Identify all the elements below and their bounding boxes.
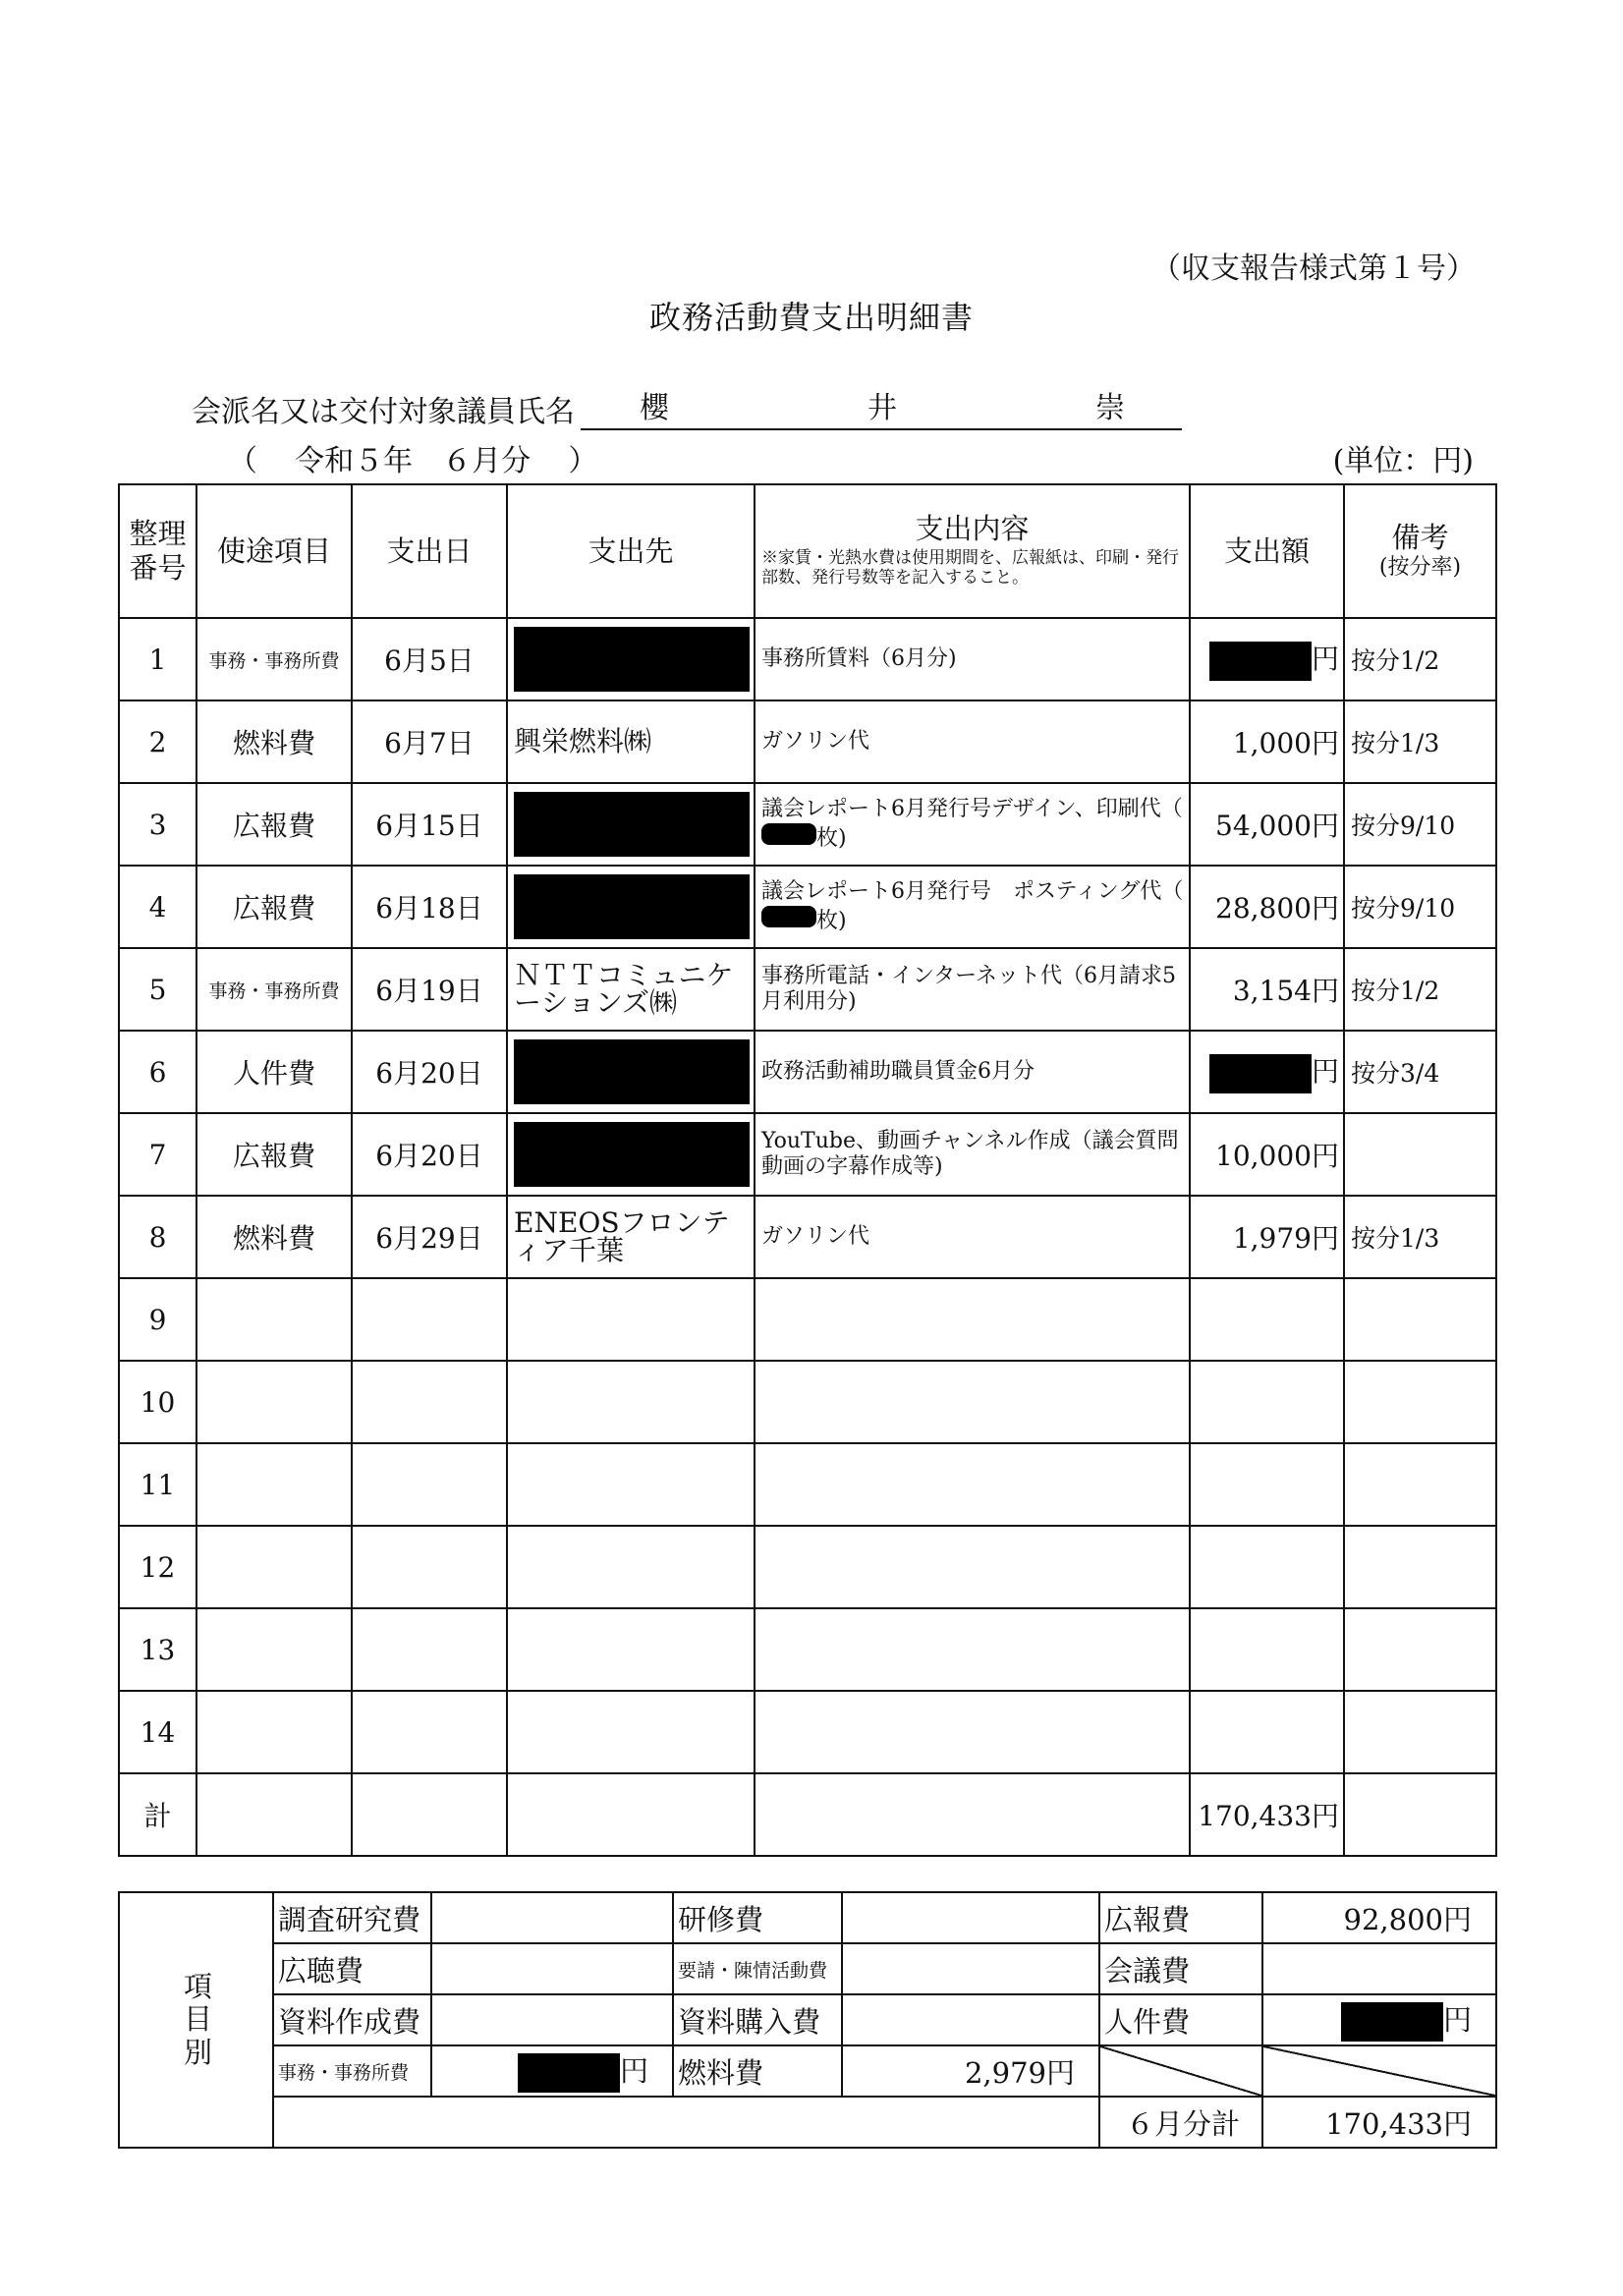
row-remark: 按分1/2 — [1344, 618, 1496, 700]
row-no: 5 — [119, 948, 196, 1031]
diagonal-strike-cell — [1262, 2045, 1496, 2097]
desc-header-text: 支出内容 — [915, 512, 1030, 546]
row-desc: ガソリン代 — [755, 700, 1190, 783]
redaction-block — [514, 1122, 750, 1187]
row-desc: 事務所賃料（6月分) — [755, 618, 1190, 700]
row-payee — [507, 1031, 755, 1113]
table-header-row — [119, 484, 1496, 618]
row-amount: 28,800円 — [1190, 866, 1344, 948]
row-remark — [1344, 1113, 1496, 1196]
redaction-block — [761, 906, 816, 927]
value-month-total: 170,433円 — [1262, 2097, 1496, 2148]
value-pr: 92,800円 — [1262, 1892, 1496, 1943]
value-fuel: 2,979円 — [842, 2045, 1099, 2097]
row-amount: 10,000円 — [1190, 1113, 1344, 1196]
label-personnel: 人件費 — [1099, 1994, 1262, 2045]
row-no: 12 — [119, 1526, 196, 1608]
row-payee: 興栄燃料㈱ — [507, 700, 755, 783]
row-item: 燃料費 — [196, 700, 352, 783]
col-header-remark: 備考 (按分率) — [1344, 484, 1496, 618]
row-no: 11 — [119, 1443, 196, 1526]
label-hearing: 広聴費 — [273, 1943, 431, 1994]
row-remark: 按分1/2 — [1344, 948, 1496, 1031]
redaction-block — [514, 792, 750, 857]
desc-header-note: ※家賃・光熱水費は使用期間を、広報紙は、印刷・発行部数、発行号数等を記入すること。 — [761, 548, 1179, 588]
label-meeting: 会議費 — [1099, 1943, 1262, 1994]
member-name-char: 井 — [867, 391, 897, 425]
col-header-item: 使途項目 — [196, 484, 352, 618]
redaction-block — [1209, 642, 1312, 681]
row-remark: 按分3/4 — [1344, 1031, 1496, 1113]
row-payee — [507, 866, 755, 948]
row-item: 広報費 — [196, 1113, 352, 1196]
row-remark: 按分1/3 — [1344, 700, 1496, 783]
row-remark: 按分1/3 — [1344, 1196, 1496, 1278]
table-row — [119, 1608, 1496, 1691]
col-header-no: 整理 番号 — [119, 484, 196, 618]
row-amount: 1,979円 — [1190, 1196, 1344, 1278]
total-row — [119, 1773, 1496, 1856]
col-header-desc — [755, 484, 1190, 618]
col-header-amount: 支出額 — [1190, 484, 1344, 618]
label-material-purchase: 資料購入費 — [673, 1994, 842, 2045]
member-label: 会派名又は交付対象議員氏名 — [192, 395, 575, 429]
row-amount: 円 — [1190, 618, 1344, 700]
table-row — [119, 1691, 1496, 1773]
row-date: 6月29日 — [352, 1196, 507, 1278]
table-row — [119, 700, 1496, 783]
row-no: 1 — [119, 618, 196, 700]
label-month-total: ６月分計 — [1099, 2097, 1262, 2148]
row-date: 6月18日 — [352, 866, 507, 948]
row-remark: 按分9/10 — [1344, 866, 1496, 948]
row-desc: 事務所電話・インターネット代（6月請求5月利用分) — [755, 948, 1190, 1031]
row-payee — [507, 618, 755, 700]
value-office: 円 — [431, 2045, 673, 2097]
row-payee: ENEOSフロンティア千葉 — [507, 1196, 755, 1278]
table-row — [119, 1443, 1496, 1526]
row-item: 事務・事務所費 — [196, 618, 352, 700]
member-name — [581, 383, 1182, 430]
form-number: （収支報告様式第１号） — [1151, 252, 1476, 286]
diagonal-strike-cell — [1099, 2045, 1262, 2097]
row-desc: 議会レポート6月発行号 ポスティング代（枚) — [755, 866, 1190, 948]
row-item: 広報費 — [196, 866, 352, 948]
row-amount: 3,154円 — [1190, 948, 1344, 1031]
row-item: 燃料費 — [196, 1196, 352, 1278]
redaction-block — [761, 823, 816, 845]
row-date: 6月20日 — [352, 1113, 507, 1196]
row-payee: ＮＴＴコミュニケーションズ㈱ — [507, 948, 755, 1031]
row-date: 6月20日 — [352, 1031, 507, 1113]
row-desc: 議会レポート6月発行号デザイン、印刷代（枚) — [755, 783, 1190, 866]
row-no: 14 — [119, 1691, 196, 1773]
row-amount: 54,000円 — [1190, 783, 1344, 866]
period — [228, 436, 597, 479]
row-item: 広報費 — [196, 783, 352, 866]
redaction-block — [1209, 1054, 1312, 1093]
row-no: 10 — [119, 1361, 196, 1443]
label-pr: 広報費 — [1099, 1892, 1262, 1943]
row-no: 8 — [119, 1196, 196, 1278]
redaction-block — [514, 1039, 750, 1104]
row-no: 2 — [119, 700, 196, 783]
period-text: 令和５年 ６月分 — [295, 444, 532, 478]
row-amount: 円 — [1190, 1031, 1344, 1113]
label-office: 事務・事務所費 — [273, 2045, 431, 2097]
label-research: 調査研究費 — [273, 1892, 431, 1943]
table-row — [119, 1361, 1496, 1443]
table-row — [119, 1278, 1496, 1361]
table-row — [119, 1113, 1496, 1196]
member-row — [192, 383, 1182, 430]
category-vertical-label: 項 目 別 — [119, 1892, 273, 2148]
row-no: 9 — [119, 1278, 196, 1361]
table-row — [119, 1526, 1496, 1608]
period-open: （ — [228, 444, 257, 478]
category-summary-table — [118, 1891, 1497, 2149]
row-remark: 按分9/10 — [1344, 783, 1496, 866]
row-desc: 政務活動補助職員賃金6月分 — [755, 1031, 1190, 1113]
row-desc: YouTube、動画チャンネル作成（議会質問動画の字幕作成等) — [755, 1113, 1190, 1196]
table-row — [119, 783, 1496, 866]
row-date: 6月15日 — [352, 783, 507, 866]
row-no: 13 — [119, 1608, 196, 1691]
label-fuel: 燃料費 — [673, 2045, 842, 2097]
redaction-block — [1341, 2002, 1443, 2042]
table-row — [119, 1031, 1496, 1113]
col-header-payee: 支出先 — [507, 484, 755, 618]
label-training: 研修費 — [673, 1892, 842, 1943]
table-row — [119, 618, 1496, 700]
label-material-making: 資料作成費 — [273, 1994, 431, 2045]
row-amount: 1,000円 — [1190, 700, 1344, 783]
row-payee — [507, 783, 755, 866]
row-date: 6月7日 — [352, 700, 507, 783]
redaction-block — [514, 874, 750, 939]
value-personnel: 円 — [1262, 1994, 1496, 2045]
row-no: 3 — [119, 783, 196, 866]
member-name-char: 崇 — [1095, 391, 1125, 425]
table-row — [119, 1196, 1496, 1278]
row-date: 6月5日 — [352, 618, 507, 700]
row-desc: ガソリン代 — [755, 1196, 1190, 1278]
total-label: 計 — [119, 1773, 196, 1856]
member-name-char: 櫻 — [640, 391, 669, 425]
table-row — [119, 948, 1496, 1031]
row-no: 4 — [119, 866, 196, 948]
row-date: 6月19日 — [352, 948, 507, 1031]
table-row — [119, 866, 1496, 948]
period-close: ） — [568, 444, 598, 478]
label-petition: 要請・陳情活動費 — [673, 1943, 842, 1994]
row-payee — [507, 1113, 755, 1196]
unit-label: (単位：円) — [1332, 444, 1474, 478]
total-amount: 170,433円 — [1190, 1773, 1344, 1856]
redaction-block — [514, 627, 750, 692]
row-no: 6 — [119, 1031, 196, 1113]
row-item: 人件費 — [196, 1031, 352, 1113]
expenditure-table — [118, 483, 1497, 1857]
redaction-block — [518, 2053, 620, 2093]
document-title: 政務活動費支出明細書 — [648, 299, 974, 336]
col-header-date: 支出日 — [352, 484, 507, 618]
row-no: 7 — [119, 1113, 196, 1196]
row-item: 事務・事務所費 — [196, 948, 352, 1031]
